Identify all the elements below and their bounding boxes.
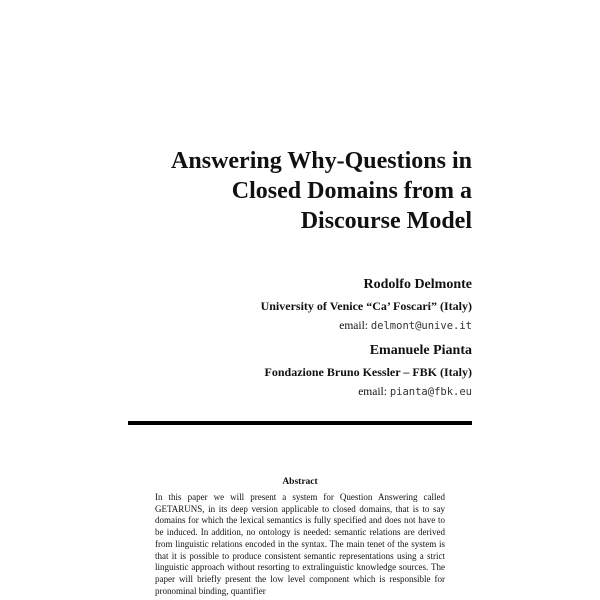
email-address[interactable]: delmont@unive.it [370, 320, 472, 332]
title-rule-divider [128, 421, 472, 425]
title-line: Closed Domains from a [231, 178, 472, 204]
author-email-line [261, 318, 472, 334]
author-name: Emanuele Pianta [369, 343, 472, 358]
abstract-body: In this paper we will present a system for Question Answering called GETARUNS, in its deep version applicable to closed domains, that is to say domains for which the lexical semantics is fully specified and does not have to be induced. In addition, no ontology is needed: semantic relations are derived from linguistic relations encoded in the syntax. The main tenet of the system is that it is possible to produce consistent semantic representations using a strict linguistic approach without resorting to extralinguistic knowledge sources. The paper will briefly present the low level component which is responsible for pronominal binding, quantifier [155, 492, 445, 596]
email-label: email: [339, 320, 368, 332]
email-label: email: [358, 386, 387, 398]
abstract-heading: Abstract [282, 477, 318, 487]
author-block [265, 342, 472, 400]
abstract-section [155, 476, 445, 597]
author-email-line [265, 384, 472, 400]
author-affiliation: Fondazione Bruno Kessler – FBK (Italy) [264, 365, 472, 379]
title-line: Answering Why-Questions in [171, 148, 472, 174]
paper-title [112, 146, 472, 236]
author-affiliation: University of Venice “Ca’ Foscari” (Italy) [260, 299, 472, 313]
title-line: Discourse Model [300, 208, 472, 234]
email-address[interactable]: pianta@fbk.eu [389, 386, 472, 398]
author-block [261, 276, 472, 334]
author-name: Rodolfo Delmonte [363, 277, 472, 292]
